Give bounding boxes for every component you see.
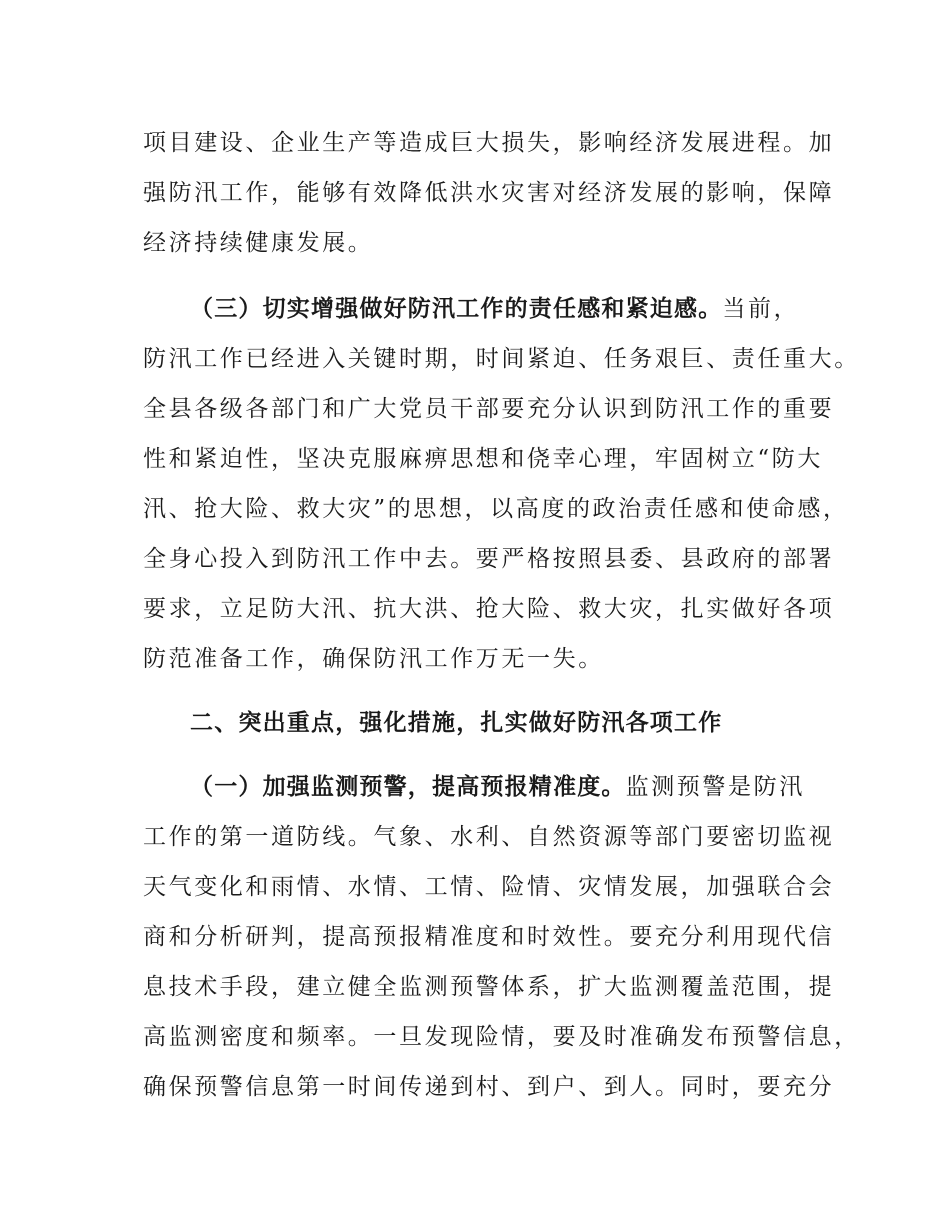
paragraph2-first-line-rest: 当前，: [722, 296, 800, 322]
paragraph2-line-2: 全县各级各部门和广大党员干部要充分认识到防汛工作的重要: [143, 396, 835, 422]
paragraph2-line-7: 防范准备工作，确保防汛工作万无一失。: [143, 646, 604, 672]
paragraph3-line-4: 息技术手段，建立健全监测预警体系，扩大监测覆盖范围，提: [143, 974, 835, 1000]
paragraph3-line-1: 工作的第一道防线。气象、水利、自然资源等部门要密切监视: [143, 824, 835, 850]
paragraph2-line-1: 防汛工作已经进入关键时期，时间紧迫、任务艰巨、责任重大。: [143, 346, 860, 372]
paragraph3-line-2: 天气变化和雨情、水情、工情、险情、灾情发展，加强联合会: [143, 874, 835, 900]
paragraph2-first-line: [190, 292, 870, 326]
paragraph3-line-6: 确保预警信息第一时间传递到村、到户、到人。同时，要充分: [143, 1074, 835, 1100]
section2-title: 二、突出重点，强化措施，扎实做好防汛各项工作: [190, 710, 723, 736]
paragraph3-line-3: 商和分析研判，提高预报精准度和时效性。要充分利用现代信: [143, 924, 835, 950]
paragraph2-heading: （三）切实增强做好防汛工作的责任感和紧迫感。: [190, 296, 723, 322]
paragraph3-line-5: 高监测密度和频率。一旦发现险情，要及时准确发布预警信息，: [143, 1024, 860, 1050]
paragraph1-line-2: 强防汛工作，能够有效降低洪水灾害对经济发展的影响，保障: [143, 180, 835, 206]
paragraph1-line-3: 经济持续健康发展。: [143, 230, 374, 256]
paragraph2-line-3: 性和紧迫性，坚决克服麻痹思想和侥幸心理，牢固树立“防大: [143, 446, 823, 472]
paragraph3-first-line: [190, 770, 870, 804]
paragraph2-line-5: 全身心投入到防汛工作中去。要严格按照县委、县政府的部署: [143, 546, 835, 572]
paragraph2-line-6: 要求，立足防大汛、抗大洪、抢大险、救大灾，扎实做好各项: [143, 596, 835, 622]
paragraph2-line-4: 汛、抢大险、救大灾”的思想，以高度的政治责任感和使命感，: [143, 496, 849, 522]
paragraph1-line-1: 项目建设、企业生产等造成巨大损失，影响经济发展进程。加: [143, 130, 835, 156]
paragraph3-heading: （一）加强监测预警，提高预报精准度。: [190, 774, 626, 800]
paragraph3-first-line-rest: 监测预警是防汛: [625, 774, 805, 800]
